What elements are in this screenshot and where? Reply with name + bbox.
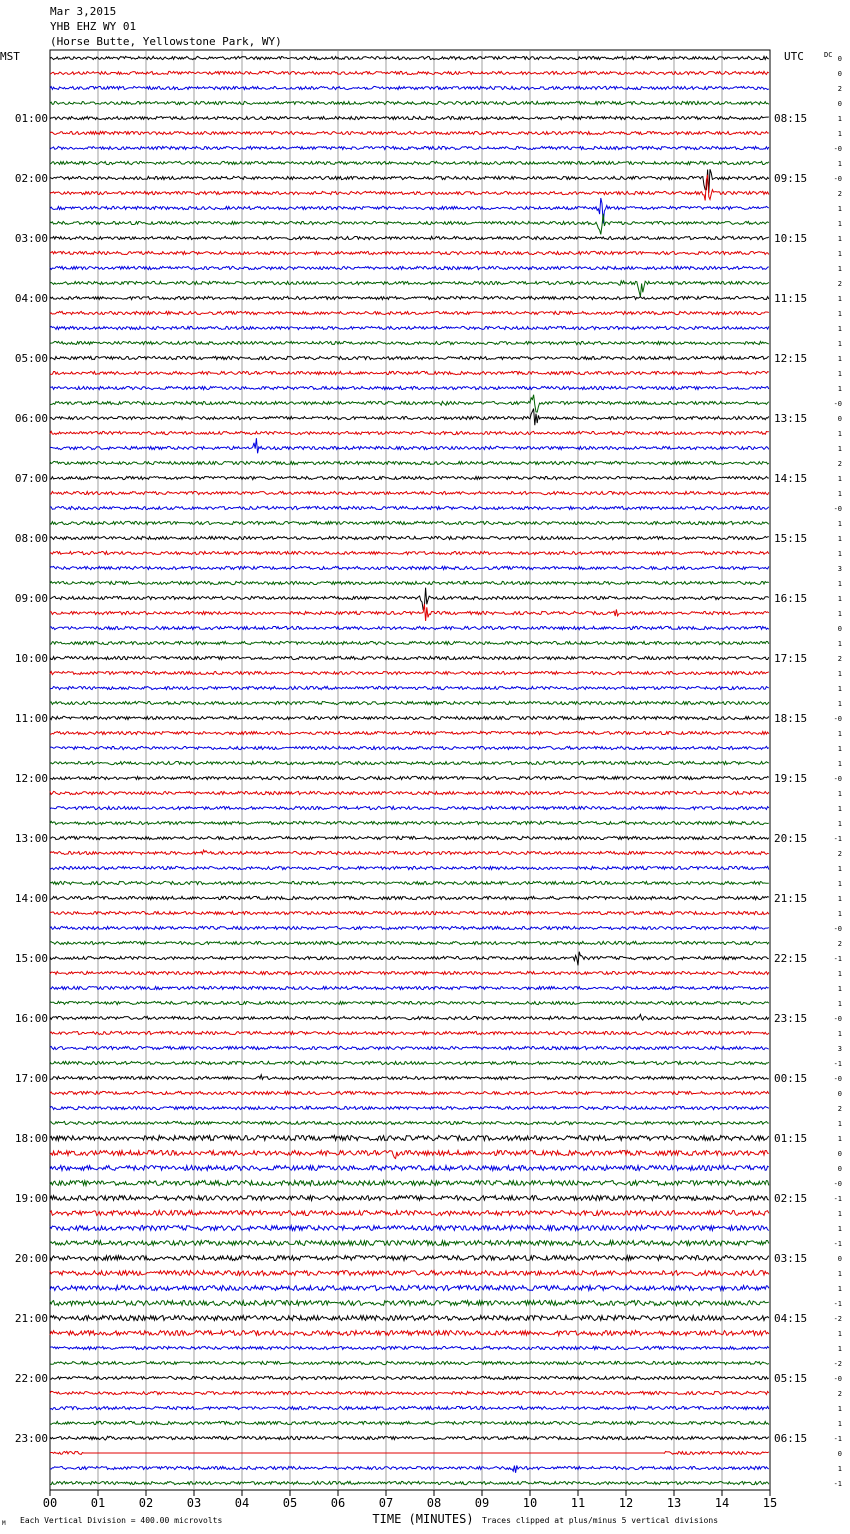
trace-line xyxy=(50,656,769,659)
dc-offset-label: -0 xyxy=(833,1015,842,1023)
dc-offset-label: 0 xyxy=(837,70,842,78)
trace-line xyxy=(50,926,769,929)
dc-offset-label: 1 xyxy=(837,970,842,978)
x-tick-label: 08 xyxy=(426,1496,442,1510)
x-tick-label: 10 xyxy=(522,1496,538,1510)
dc-offset-label: -0 xyxy=(833,925,842,933)
dc-offset-label: 1 xyxy=(837,640,842,648)
left-timezone-label: MST xyxy=(0,50,20,63)
dc-offset-label: 1 xyxy=(837,160,842,168)
left-hour-label: 02:00 xyxy=(14,172,48,185)
dc-offset-label: -1 xyxy=(833,1240,842,1248)
left-hour-label: 11:00 xyxy=(14,712,48,725)
trace-line xyxy=(50,251,769,254)
trace-line xyxy=(50,1166,769,1171)
trace-line xyxy=(50,1121,769,1124)
trace-line xyxy=(50,281,769,297)
dc-offset-label: -0 xyxy=(833,1375,842,1383)
right-hour-label: 17:15 xyxy=(774,652,808,665)
right-hour-label: 01:15 xyxy=(774,1132,808,1145)
dc-offset-label: 1 xyxy=(837,205,842,213)
dc-offset-label: 1 xyxy=(837,820,842,828)
left-hour-label: 05:00 xyxy=(14,352,48,365)
dc-offset-label: 1 xyxy=(837,1345,842,1353)
dc-offset-label: 1 xyxy=(837,1210,842,1218)
dc-offset-label: -0 xyxy=(833,400,842,408)
trace-line xyxy=(50,626,769,629)
dc-offset-label: -1 xyxy=(833,955,842,963)
trace-line xyxy=(50,1451,769,1454)
dc-offset-label: 2 xyxy=(837,460,842,468)
dc-offset-label: 1 xyxy=(837,250,842,258)
dc-offset-label: 1 xyxy=(837,340,842,348)
dc-offset-label: -0 xyxy=(833,145,842,153)
dc-offset-label: -1 xyxy=(833,1195,842,1203)
dc-offset-label: -1 xyxy=(833,1435,842,1443)
right-hour-label: 08:15 xyxy=(774,112,808,125)
left-hour-label: 15:00 xyxy=(14,952,48,965)
trace-line xyxy=(50,746,769,749)
x-tick-label: 05 xyxy=(282,1496,298,1510)
chart-title-station: YHB EHZ WY 01 xyxy=(50,20,137,33)
trace-line xyxy=(50,506,769,509)
dc-offset-label: 1 xyxy=(837,325,842,333)
trace-line xyxy=(50,911,769,914)
dc-offset-label: 2 xyxy=(837,940,842,948)
x-tick-label: 13 xyxy=(666,1496,682,1510)
dc-offset-label: 2 xyxy=(837,280,842,288)
dc-offset-label: 2 xyxy=(837,190,842,198)
dc-offset-label: 1 xyxy=(837,490,842,498)
dc-offset-label: 1 xyxy=(837,730,842,738)
trace-line xyxy=(50,521,769,524)
dc-offset-label: 2 xyxy=(837,655,842,663)
dc-offset-label: 1 xyxy=(837,220,842,228)
trace-line xyxy=(50,1151,769,1159)
dc-offset-label: 1 xyxy=(837,610,842,618)
dc-offset-label: 1 xyxy=(837,445,842,453)
dc-offset-label: 3 xyxy=(837,565,842,573)
trace-line xyxy=(50,1091,769,1094)
left-hour-label: 18:00 xyxy=(14,1132,48,1145)
trace-line xyxy=(50,791,769,794)
trace-line xyxy=(50,1331,769,1336)
trace-line xyxy=(50,641,769,644)
trace-line xyxy=(50,761,769,764)
trace-line xyxy=(50,409,769,426)
dc-offset-label: 1 xyxy=(837,1135,842,1143)
x-tick-label: 00 xyxy=(42,1496,58,1510)
trace-line xyxy=(50,1014,769,1020)
dc-offset-label: 1 xyxy=(837,235,842,243)
trace-line xyxy=(50,491,769,494)
x-tick-label: 02 xyxy=(138,1496,154,1510)
dc-offset-label: -0 xyxy=(833,775,842,783)
right-hour-label: 04:15 xyxy=(774,1312,808,1325)
trace-line xyxy=(50,56,769,59)
trace-line xyxy=(50,326,769,329)
left-hour-label: 17:00 xyxy=(14,1072,48,1085)
trace-line xyxy=(50,1481,769,1484)
trace-line xyxy=(50,146,769,149)
dc-offset-label: 0 xyxy=(837,1090,842,1098)
trace-line xyxy=(50,716,769,719)
left-hour-label: 21:00 xyxy=(14,1312,48,1325)
dc-offset-label: 1 xyxy=(837,370,842,378)
trace-line xyxy=(50,266,769,269)
dc-offset-label: 1 xyxy=(837,1465,842,1473)
dc-offset-label: 0 xyxy=(837,1150,842,1158)
x-tick-label: 07 xyxy=(378,1496,394,1510)
left-hour-label: 14:00 xyxy=(14,892,48,905)
trace-line xyxy=(50,1286,769,1291)
dc-offset-label: 1 xyxy=(837,265,842,273)
trace-line xyxy=(50,1466,769,1473)
trace-line xyxy=(50,86,769,89)
x-tick-label: 11 xyxy=(570,1496,586,1510)
right-hour-label: 15:15 xyxy=(774,532,808,545)
trace-line xyxy=(50,341,769,344)
dc-offset-label: 1 xyxy=(837,310,842,318)
trace-line xyxy=(50,1226,769,1231)
dc-offset-label: 1 xyxy=(837,595,842,603)
dc-offset-label: 1 xyxy=(837,430,842,438)
dc-offset-label: 1 xyxy=(837,790,842,798)
trace-line xyxy=(50,1241,769,1246)
right-timezone-label: UTC xyxy=(784,50,804,63)
left-hour-label: 20:00 xyxy=(14,1252,48,1265)
trace-line xyxy=(50,198,769,224)
trace-line xyxy=(50,431,769,434)
dc-label: DC xyxy=(824,51,833,59)
trace-line xyxy=(50,604,769,621)
trace-line xyxy=(50,71,769,74)
x-tick-label: 09 xyxy=(474,1496,490,1510)
dc-offset-label: 1 xyxy=(837,1270,842,1278)
left-hour-label: 19:00 xyxy=(14,1192,48,1205)
dc-offset-label: 1 xyxy=(837,745,842,753)
trace-line xyxy=(50,476,769,479)
trace-line xyxy=(50,581,769,584)
dc-offset-label: -1 xyxy=(833,1060,842,1068)
right-hour-label: 10:15 xyxy=(774,232,808,245)
dc-offset-label: 1 xyxy=(837,865,842,873)
trace-line xyxy=(50,356,769,359)
trace-line xyxy=(50,1256,769,1261)
dc-offset-label: 1 xyxy=(837,130,842,138)
dc-offset-label: -0 xyxy=(833,175,842,183)
left-hour-label: 03:00 xyxy=(14,232,48,245)
dc-offset-label: 1 xyxy=(837,1405,842,1413)
dc-offset-label: 1 xyxy=(837,1225,842,1233)
trace-line xyxy=(50,986,769,989)
trace-line xyxy=(50,161,769,164)
trace-line xyxy=(50,131,769,134)
left-hour-label: 16:00 xyxy=(14,1012,48,1025)
trace-line xyxy=(50,941,769,944)
right-hour-label: 09:15 xyxy=(774,172,808,185)
chart-title-location: (Horse Butte, Yellowstone Park, WY) xyxy=(50,35,282,48)
x-tick-label: 01 xyxy=(90,1496,106,1510)
clip-note: Traces clipped at plus/minus 5 vertical divisions xyxy=(482,1516,719,1525)
trace-line xyxy=(50,1001,769,1004)
dc-offset-label: -1 xyxy=(833,1300,842,1308)
trace-line xyxy=(50,952,769,966)
trace-line xyxy=(50,311,769,314)
trace-line xyxy=(50,1301,769,1306)
left-hour-label: 08:00 xyxy=(14,532,48,545)
dc-offset-label: 1 xyxy=(837,1030,842,1038)
dc-offset-label: 0 xyxy=(837,1165,842,1173)
right-hour-label: 05:15 xyxy=(774,1372,808,1385)
dc-offset-label: 1 xyxy=(837,685,842,693)
right-hour-label: 00:15 xyxy=(774,1072,808,1085)
trace-line xyxy=(50,296,769,299)
dc-offset-label: -0 xyxy=(833,715,842,723)
dc-offset-label: 2 xyxy=(837,1105,842,1113)
trace-line xyxy=(50,1136,769,1141)
dc-offset-label: 0 xyxy=(837,1255,842,1263)
dc-offset-label: 1 xyxy=(837,115,842,123)
dc-offset-label: 1 xyxy=(837,805,842,813)
right-hour-label: 21:15 xyxy=(774,892,808,905)
left-hour-label: 09:00 xyxy=(14,592,48,605)
trace-line xyxy=(50,386,769,389)
scale-mark: M xyxy=(2,1520,6,1527)
dc-offset-label: 1 xyxy=(837,1000,842,1008)
dc-offset-label: 1 xyxy=(837,910,842,918)
trace-line xyxy=(50,1421,769,1424)
trace-line xyxy=(50,866,769,869)
dc-offset-label: 1 xyxy=(837,1420,842,1428)
trace-line xyxy=(50,1376,769,1379)
dc-offset-label: -1 xyxy=(833,835,842,843)
trace-line xyxy=(50,896,769,899)
trace-line xyxy=(50,686,769,689)
trace-line xyxy=(50,371,769,374)
dc-offset-label: 1 xyxy=(837,355,842,363)
dc-offset-label: -2 xyxy=(833,1315,842,1323)
trace-line xyxy=(50,776,769,779)
dc-offset-label: 1 xyxy=(837,475,842,483)
x-axis-title: TIME (MINUTES) xyxy=(372,1512,474,1526)
left-hour-label: 12:00 xyxy=(14,772,48,785)
trace-line xyxy=(50,461,769,464)
trace-line xyxy=(50,1196,769,1201)
trace-line xyxy=(50,1316,769,1321)
trace-line xyxy=(50,236,769,239)
trace-line xyxy=(50,214,769,235)
left-hour-label: 01:00 xyxy=(14,112,48,125)
dc-offset-label: 0 xyxy=(837,1450,842,1458)
trace-line xyxy=(50,671,769,674)
dc-offset-label: 1 xyxy=(837,985,842,993)
dc-offset-label: -0 xyxy=(833,505,842,513)
left-hour-label: 22:00 xyxy=(14,1372,48,1385)
right-hour-label: 19:15 xyxy=(774,772,808,785)
right-hour-label: 13:15 xyxy=(774,412,808,425)
trace-line xyxy=(50,1181,769,1186)
left-hour-label: 04:00 xyxy=(14,292,48,305)
dc-offset-label: 1 xyxy=(837,520,842,528)
dc-offset-label: 0 xyxy=(837,415,842,423)
right-hour-label: 16:15 xyxy=(774,592,808,605)
dc-offset-label: 1 xyxy=(837,550,842,558)
dc-offset-label: 0 xyxy=(837,100,842,108)
trace-line xyxy=(50,1106,769,1109)
trace-line xyxy=(50,438,769,453)
dc-offset-label: 1 xyxy=(837,580,842,588)
dc-offset-label: 1 xyxy=(837,535,842,543)
dc-offset-label: -0 xyxy=(833,1180,842,1188)
right-hour-label: 22:15 xyxy=(774,952,808,965)
left-hour-label: 13:00 xyxy=(14,832,48,845)
x-tick-label: 15 xyxy=(762,1496,778,1510)
trace-line xyxy=(50,971,769,974)
trace-line xyxy=(50,1046,769,1049)
right-hour-label: 06:15 xyxy=(774,1432,808,1445)
right-hour-label: 02:15 xyxy=(774,1192,808,1205)
dc-offset-label: 3 xyxy=(837,1045,842,1053)
left-hour-label: 10:00 xyxy=(14,652,48,665)
trace-line xyxy=(50,1271,769,1276)
dc-offset-label: -2 xyxy=(833,1360,842,1368)
dc-offset-label: 1 xyxy=(837,670,842,678)
left-hour-label: 07:00 xyxy=(14,472,48,485)
trace-line xyxy=(50,101,769,104)
trace-line xyxy=(50,1406,769,1409)
right-hour-label: 18:15 xyxy=(774,712,808,725)
trace-line xyxy=(50,1075,769,1080)
x-tick-label: 03 xyxy=(186,1496,202,1510)
trace-line xyxy=(50,1436,769,1440)
dc-offset-label: -1 xyxy=(833,1480,842,1488)
dc-offset-label: 1 xyxy=(837,385,842,393)
trace-line xyxy=(50,1061,769,1064)
trace-line xyxy=(50,1346,769,1349)
trace-line xyxy=(50,701,769,704)
left-hour-label: 06:00 xyxy=(14,412,48,425)
dc-offset-label: 2 xyxy=(837,1390,842,1398)
x-tick-label: 14 xyxy=(714,1496,730,1510)
trace-line xyxy=(50,566,769,569)
trace-line xyxy=(50,116,769,119)
right-hour-label: 11:15 xyxy=(774,292,808,305)
right-hour-label: 12:15 xyxy=(774,352,808,365)
dc-offset-label: 0 xyxy=(837,625,842,633)
dc-offset-label: 1 xyxy=(837,1120,842,1128)
trace-line xyxy=(50,806,769,809)
x-tick-label: 12 xyxy=(618,1496,634,1510)
trace-line xyxy=(50,881,769,884)
trace-line xyxy=(50,1391,769,1394)
left-hour-label: 23:00 xyxy=(14,1432,48,1445)
trace-line xyxy=(50,821,769,824)
dc-offset-label: 2 xyxy=(837,850,842,858)
dc-offset-label: 1 xyxy=(837,1285,842,1293)
dc-offset-label: 2 xyxy=(837,85,842,93)
right-hour-label: 03:15 xyxy=(774,1252,808,1265)
right-hour-label: 23:15 xyxy=(774,1012,808,1025)
trace-line xyxy=(50,731,769,734)
trace-line xyxy=(50,588,769,610)
dc-offset-label: 1 xyxy=(837,1330,842,1338)
dc-offset-label: 1 xyxy=(837,880,842,888)
chart-title-date: Mar 3,2015 xyxy=(50,5,117,18)
trace-line xyxy=(50,1361,769,1364)
dc-offset-label: 1 xyxy=(837,760,842,768)
trace-line xyxy=(50,536,769,539)
x-tick-label: 06 xyxy=(330,1496,346,1510)
trace-line xyxy=(50,836,769,839)
dc-offset-label: -0 xyxy=(833,1075,842,1083)
x-tick-label: 04 xyxy=(234,1496,250,1510)
trace-line xyxy=(50,395,769,412)
dc-offset-label: 1 xyxy=(837,295,842,303)
trace-line xyxy=(50,551,769,554)
right-hour-label: 14:15 xyxy=(774,472,808,485)
trace-line xyxy=(50,169,769,193)
right-hour-label: 20:15 xyxy=(774,832,808,845)
scale-note: Each Vertical Division = 400.00 microvolts xyxy=(20,1516,223,1525)
dc-offset-label: 0 xyxy=(837,55,842,63)
trace-line xyxy=(50,1211,769,1216)
trace-line xyxy=(50,850,769,855)
dc-offset-label: 1 xyxy=(837,700,842,708)
dc-offset-label: 1 xyxy=(837,895,842,903)
trace-line xyxy=(50,1031,769,1034)
